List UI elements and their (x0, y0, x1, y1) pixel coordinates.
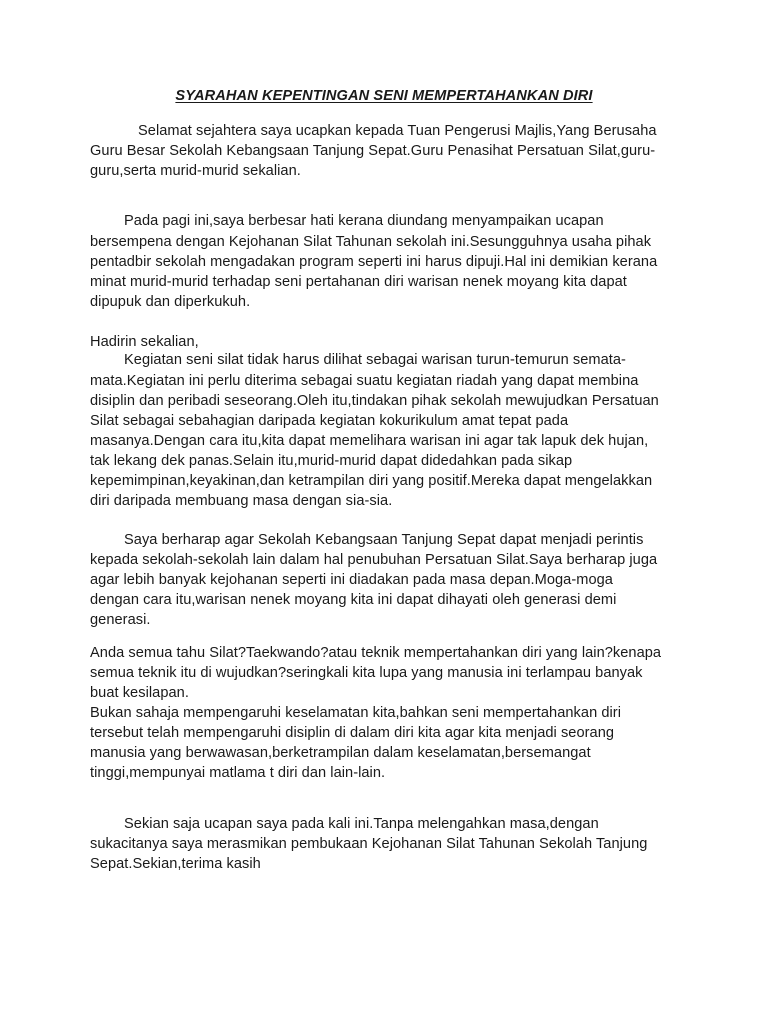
paragraph-line: dengan cara itu,warisan nenek moyang kita ini dapat dihayati oleh generasi demi (90, 592, 617, 608)
paragraph-line: Silat sebagai sebahagian daripada kegiatan kokurikulum amat tepat pada (90, 413, 569, 429)
paragraph-line: Saya berharap agar Sekolah Kebangsaan Tanjung Sepat dapat menjadi perintis (124, 532, 644, 548)
paragraph-line: agar lebih banyak kejohanan seperti ini diadakan pada masa depan.Moga-moga (90, 572, 613, 588)
paragraph-line: Sepat.Sekian,terima kasih (90, 856, 261, 872)
paragraph-line: guru,serta murid-murid sekalian. (90, 163, 301, 179)
paragraph-line: Selamat sejahtera saya ucapkan kepada Tuan Pengerusi Majlis,Yang Berusaha (138, 123, 657, 139)
paragraph-line: tak lekang dek panas.Selain itu,murid-murid dapat didedahkan pada sikap (90, 453, 573, 469)
paragraph-line: masanya.Dengan cara itu,kita dapat memelihara warisan ini agar tak lapuk dek hujan, (90, 433, 649, 449)
paragraph-line: Kegiatan seni silat tidak harus dilihat sebagai warisan turun-temurun semata- (124, 352, 626, 368)
paragraph-line: minat murid-murid terhadap seni pertahanan diri warisan nenek moyang kita dapat (90, 274, 627, 290)
paragraph-line: mata.Kegiatan ini perlu diterima sebagai suatu kegiatan riadah yang dapat membina (90, 373, 639, 389)
paragraph-line: kepemimpinan,keyakinan,dan ketrampilan diri yang positif.Mereka dapat mengelakkan (90, 473, 653, 489)
paragraph-line: generasi. (90, 612, 151, 628)
paragraph-line: Guru Besar Sekolah Kebangsaan Tanjung Sepat.Guru Penasihat Persatuan Silat,guru- (90, 143, 656, 159)
paragraph-line: Bukan sahaja mempengaruhi keselamatan kita,bahkan seni mempertahankan diri (90, 705, 622, 721)
paragraph-line: diri daripada membuang masa dengan sia-sia. (90, 493, 393, 509)
paragraph-line: Pada pagi ini,saya berbesar hati kerana diundang menyampaikan ucapan (124, 213, 604, 229)
document-title: SYARAHAN KEPENTINGAN SENI MEMPERTAHANKAN DIRI (175, 88, 593, 104)
paragraph-line: Hadirin sekalian, (90, 334, 199, 350)
paragraph-line: buat kesilapan. (90, 685, 189, 701)
paragraph-line: manusia yang berwawasan,berketrampilan dalam keselamatan,bersemangat (90, 745, 591, 761)
paragraph-line: bersempena dengan Kejohanan Silat Tahunan sekolah ini.Sesungguhnya usaha pihak (90, 234, 652, 250)
paragraph-line: pentadbir sekolah mengadakan program seperti ini harus dipuji.Hal ini demikian kerana (90, 254, 658, 270)
paragraph-line: Anda semua tahu Silat?Taekwando?atau teknik mempertahankan diri yang lain?kenapa (90, 645, 662, 661)
paragraph-line: tinggi,mempunyai matlama t diri dan lain-lain. (90, 765, 386, 781)
paragraph-line: semua teknik itu di wujudkan?seringkali kita lupa yang manusia ini terlampau banyak (90, 665, 643, 681)
paragraph-line: dipupuk dan diperkukuh. (90, 294, 251, 310)
paragraph-line: disiplin dan peribadi seseorang.Oleh itu,tindakan pihak sekolah mewujudkan Persatuan (90, 393, 659, 409)
paragraph-line: sukacitanya saya merasmikan pembukaan Kejohanan Silat Tahunan Sekolah Tanjung (90, 836, 648, 852)
paragraph-line: Sekian saja ucapan saya pada kali ini.Tanpa melengahkan masa,dengan (124, 816, 599, 832)
paragraph-line: tersebut telah mempengaruhi disiplin di dalam diri kita agar kita menjadi seorang (90, 725, 615, 741)
paragraph-line: kepada sekolah-sekolah lain dalam hal penubuhan Persatuan Silat.Saya berharap juga (90, 552, 658, 568)
